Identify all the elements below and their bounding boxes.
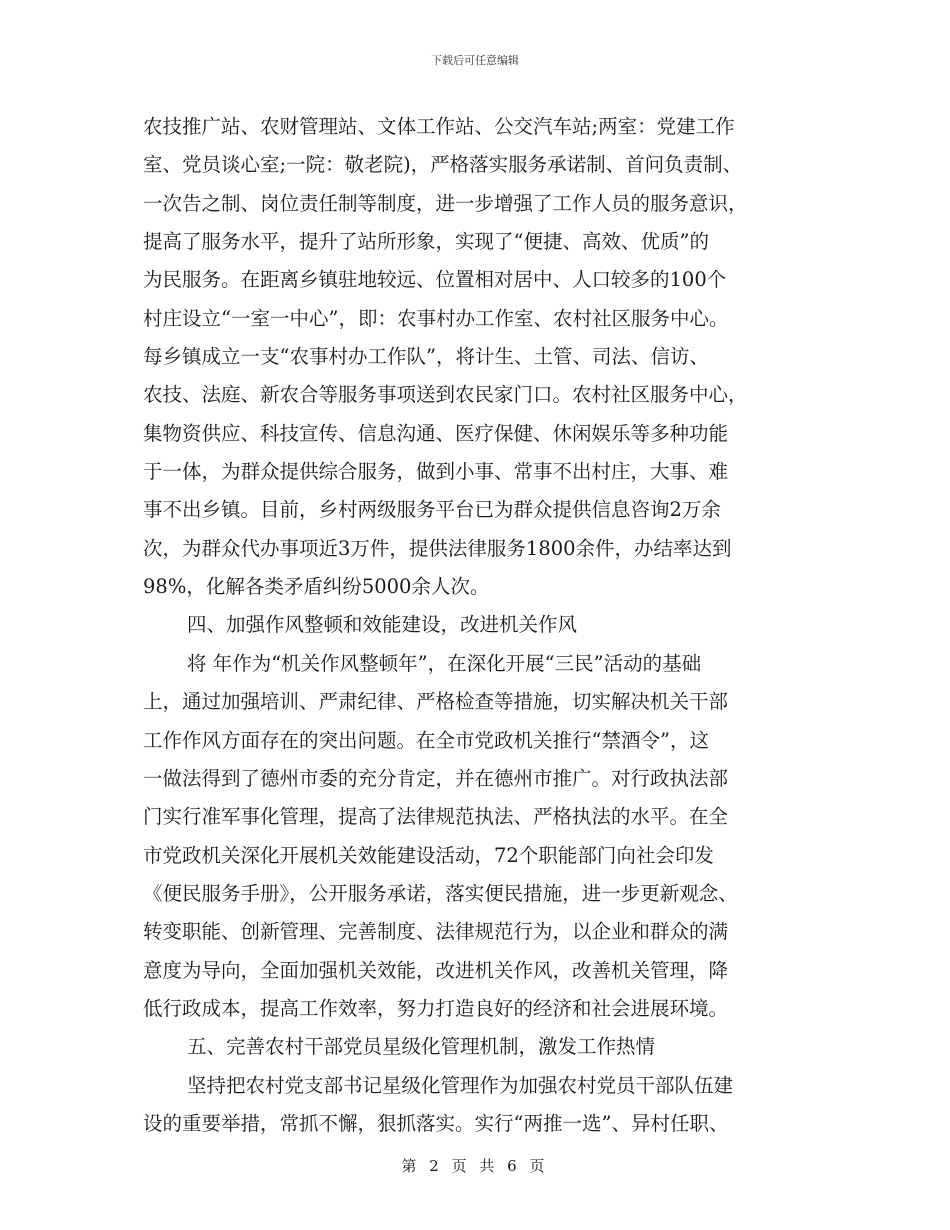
text-line: 五、完善农村干部党员星级化管理机制，激发工作热情 <box>187 1035 656 1059</box>
text-line: 坚持把农村党支部书记星级化管理作为加强农村党员干部队伍建 <box>187 1073 734 1097</box>
text-line: 将 年作为“机关作风整顿年”，在深化开展“三民”活动的基础 <box>187 651 702 675</box>
text-line: 农技推广站、农财管理站、文体工作站、公交汽车站;两室：党建工作 <box>143 115 735 138</box>
text-line: 每乡镇成立一支“农事村办工作队”，将计生、土管、司法、信访、 <box>143 345 709 369</box>
text-line: 门实行准军事化管理，提高了法律规范执法、严格执法的水平。在全 <box>143 805 729 829</box>
text-line: 意度为导向，全面加强机关效能，改进机关作风，改善机关管理，降 <box>143 958 729 982</box>
text-line: 工作作风方面存在的突出问题。在全市党政机关推行“禁酒令”，这 <box>143 728 709 752</box>
page-footer: 第 2 页 共 6 页 <box>401 1157 549 1175</box>
text-line: 98%，化解各类矛盾纠纷5000余人次。 <box>143 575 490 599</box>
text-line: 四、加强作风整顿和效能建设，改进机关作风 <box>187 613 578 637</box>
text-line: 村庄设立“一室一中心”，即：农事村办工作室、农村社区服务中心。 <box>143 306 729 330</box>
text-line: 转变职能、创新管理、完善制度、法律规范行为，以企业和群众的满 <box>143 920 729 944</box>
text-line: 集物资供应、科技宣传、信息沟通、医疗保健、休闲娱乐等多种功能 <box>143 421 729 445</box>
text-line: 事不出乡镇。目前，乡村两级服务平台已为群众提供信息咨询2万余 <box>143 498 721 522</box>
text-line: 低行政成本，提高工作效率，努力打造良好的经济和社会进展环境。 <box>143 996 729 1020</box>
text-line: 农技、法庭、新农合等服务事项送到农民家门口。农村社区服务中心， <box>143 383 748 407</box>
text-line: 上，通过加强培训、严肃纪律、严格检查等措施，切实解决机关干部 <box>143 690 729 714</box>
text-line: 于一体，为群众提供综合服务，做到小事、常事不出村庄，大事、难 <box>143 460 729 484</box>
text-line: 市党政机关深化开展机关效能建设活动，72个职能部门向社会印发 <box>143 843 714 867</box>
text-line: 次，为群众代办事项近3万件，提供法律服务1800余件，办结率达到 <box>143 536 732 560</box>
page-header: 下载后可任意编辑 <box>431 54 519 67</box>
text-line: 《便民服务手册》，公开服务承诺，落实便民措施，进一步更新观念、 <box>143 881 738 905</box>
text-line: 提高了服务水平，提升了站所形象，实现了“便捷、高效、优质”的 <box>143 230 709 254</box>
text-line: 一次告之制、岗位责任制等制度，进一步增强了工作人员的服务意识， <box>143 191 748 215</box>
body-text <box>143 108 808 1143</box>
text-line: 为民服务。在距离乡镇驻地较远、位置相对居中、人口较多的100个 <box>143 268 727 292</box>
text-line: 设的重要举措，常抓不懈，狠抓落实。实行“两推一选”、异村任职、 <box>143 1111 729 1135</box>
text-line: 一做法得到了德州市委的充分肯定，并在德州市推广。对行政执法部 <box>143 766 729 790</box>
text-line: 室、党员谈心室;一院：敬老院)，严格落实服务承诺制、首问负责制、 <box>143 153 743 177</box>
